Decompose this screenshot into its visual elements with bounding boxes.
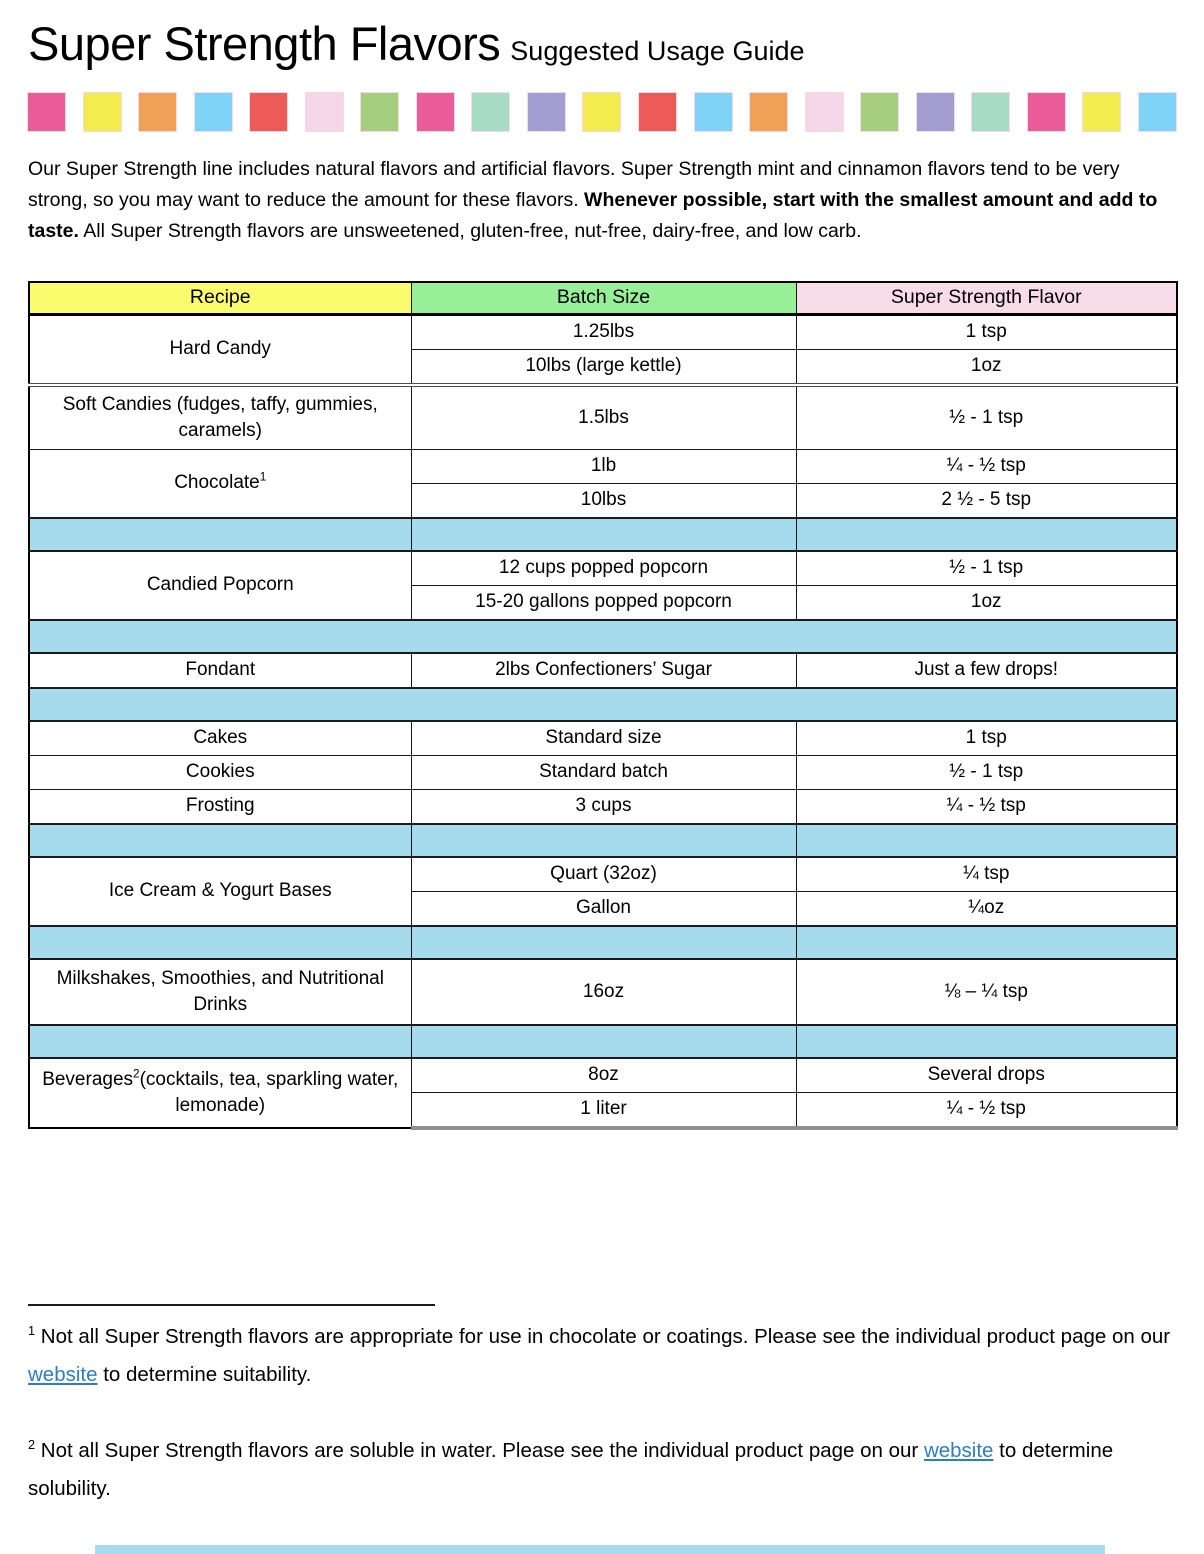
batch-cell: 15-20 gallons popped popcorn	[411, 585, 796, 620]
table-row	[29, 721, 1177, 756]
color-swatch-lightblue	[1139, 93, 1176, 131]
column-header-batch-size: Batch Size	[411, 282, 796, 315]
flavor-cell: ½ - 1 tsp	[796, 385, 1177, 450]
table-row	[29, 449, 1177, 483]
flavor-cell: ½ - 1 tsp	[796, 755, 1177, 789]
page-title: Super Strength Flavors	[28, 17, 501, 70]
table-row	[29, 857, 1177, 892]
table-row	[29, 1058, 1177, 1093]
batch-cell: Standard batch	[411, 755, 796, 789]
intro-text: Our Super Strength line includes natural flavors and artificial flavors. Super Strength mint and cinnamon flavors tend to be very strong, so you may want to reduce the amount for these flavors.	[28, 158, 1120, 212]
flavor-cell: ⅛ – ¼ tsp	[796, 959, 1177, 1025]
flavor-cell: 1 tsp	[796, 314, 1177, 349]
footnote-marker-1: 1	[259, 470, 267, 484]
table-row	[29, 789, 1177, 824]
color-swatch-orange	[139, 93, 176, 131]
batch-cell: Quart (32oz)	[411, 857, 796, 892]
intro-paragraph	[28, 154, 1176, 248]
color-swatch-lightpink	[306, 93, 343, 131]
batch-cell: 1 liter	[411, 1092, 796, 1128]
flavor-cell: 1 tsp	[796, 721, 1177, 756]
decorative-color-stripe	[28, 93, 1176, 131]
table-row	[29, 959, 1177, 1025]
recipe-cell-hard-candy: Hard Candy	[29, 314, 411, 385]
batch-cell: Standard size	[411, 721, 796, 756]
color-swatch-hotpink	[28, 93, 65, 131]
batch-cell: 10lbs (large kettle)	[411, 349, 796, 385]
color-swatch-lightblue	[195, 93, 232, 131]
color-swatch-hotpink	[1028, 93, 1065, 131]
section-divider-row	[29, 824, 1177, 857]
flavor-cell: ¼ tsp	[796, 857, 1177, 892]
footnote-separator	[28, 1304, 435, 1306]
color-swatch-lightblue	[695, 93, 732, 131]
page-subtitle: Suggested Usage Guide	[510, 36, 805, 66]
batch-cell: 10lbs	[411, 483, 796, 518]
color-swatch-red	[639, 93, 676, 131]
flavor-cell: 1oz	[796, 349, 1177, 385]
color-swatch-purple	[917, 93, 954, 131]
color-swatch-yellow	[583, 93, 620, 131]
recipe-cell-fondant: Fondant	[29, 653, 411, 688]
flavor-cell: 2 ½ - 5 tsp	[796, 483, 1177, 518]
intro-text: All Super Strength flavors are unsweetened, gluten-free, nut-free, dairy-free, and low carb.	[78, 220, 862, 243]
footnote-2-marker: 2	[28, 1437, 36, 1453]
batch-cell: 1lb	[411, 449, 796, 483]
footnotes-section	[28, 1304, 1176, 1508]
column-header-flavor: Super Strength Flavor	[796, 282, 1177, 315]
recipe-cell-cookies: Cookies	[29, 755, 411, 789]
flavor-cell: ¼ - ½ tsp	[796, 1092, 1177, 1128]
table-row	[29, 385, 1177, 450]
recipe-cell-beverages: Beverages$^2$(cocktails, tea, sparkling water, lemonade)	[29, 1058, 411, 1128]
flavor-cell: Several drops	[796, 1058, 1177, 1093]
table-row	[29, 755, 1177, 789]
footnote-2: $^2$ Not all Super Strength flavors are soluble in water. Please see the individual product page on our website to determine solubility.	[28, 1437, 1114, 1500]
flavor-cell: Just a few drops!	[796, 653, 1177, 688]
batch-cell: 3 cups	[411, 789, 796, 824]
recipe-cell-candied-popcorn: Candied Popcorn	[29, 551, 411, 620]
batch-cell: 16oz	[411, 959, 796, 1025]
website-link-1[interactable]: website	[28, 1362, 98, 1386]
recipe-cell-milkshakes: Milkshakes, Smoothies, and Nutritional Drinks	[29, 959, 411, 1025]
batch-cell: 12 cups popped popcorn	[411, 551, 796, 586]
color-swatch-hotpink	[417, 93, 454, 131]
color-swatch-purple	[528, 93, 565, 131]
section-divider-row	[29, 926, 1177, 959]
next-page-table-edge	[95, 1545, 1105, 1554]
flavor-cell: ½ - 1 tsp	[796, 551, 1177, 586]
section-divider-row	[29, 688, 1177, 721]
column-header-recipe: Recipe	[29, 282, 411, 315]
color-swatch-red	[250, 93, 287, 131]
batch-cell: 1.25lbs	[411, 314, 796, 349]
batch-cell: 8oz	[411, 1058, 796, 1093]
recipe-cell-soft-candies: Soft Candies (fudges, taffy, gummies, caramels)	[29, 385, 411, 450]
color-swatch-green	[861, 93, 898, 131]
footnote-1-marker: 1	[28, 1323, 36, 1339]
color-swatch-green	[361, 93, 398, 131]
batch-cell: 1.5lbs	[411, 385, 796, 450]
color-swatch-mint	[972, 93, 1009, 131]
section-divider-row	[29, 1025, 1177, 1058]
table-row	[29, 314, 1177, 349]
flavor-cell: ¼ - ½ tsp	[796, 449, 1177, 483]
flavor-cell: ¼oz	[796, 891, 1177, 926]
intro-bold-text: Whenever possible, start with the smallest amount and add to taste.	[28, 189, 1158, 243]
table-row	[29, 653, 1177, 688]
batch-cell: 2lbs Confectioners’ Sugar	[411, 653, 796, 688]
color-swatch-lightpink	[806, 93, 843, 131]
recipe-cell-ice-cream: Ice Cream & Yogurt Bases	[29, 857, 411, 926]
color-swatch-yellow	[1083, 93, 1120, 131]
section-divider-row	[29, 620, 1177, 653]
flavor-cell: 1oz	[796, 585, 1177, 620]
color-swatch-orange	[750, 93, 787, 131]
color-swatch-yellow	[84, 93, 121, 131]
batch-cell: Gallon	[411, 891, 796, 926]
footnote-marker-2: 2	[133, 1067, 140, 1081]
recipe-cell-frosting: Frosting	[29, 789, 411, 824]
table-header-row	[29, 282, 1177, 315]
usage-table	[28, 281, 1178, 1130]
recipe-cell-chocolate: Chocolate$^1$	[29, 449, 411, 518]
section-divider-row	[29, 518, 1177, 551]
website-link-2[interactable]: website	[923, 1438, 994, 1462]
table-row	[29, 551, 1177, 586]
footnote-1: $^1$ Not all Super Strength flavors are appropriate for use in chocolate or coatings. Please see the individual product page on our website to determine suitability.	[28, 1323, 1171, 1386]
flavor-cell: ¼ - ½ tsp	[796, 789, 1177, 824]
page-title-bar	[28, 16, 1176, 71]
recipe-cell-cakes: Cakes	[29, 721, 411, 756]
color-swatch-mint	[472, 93, 509, 131]
